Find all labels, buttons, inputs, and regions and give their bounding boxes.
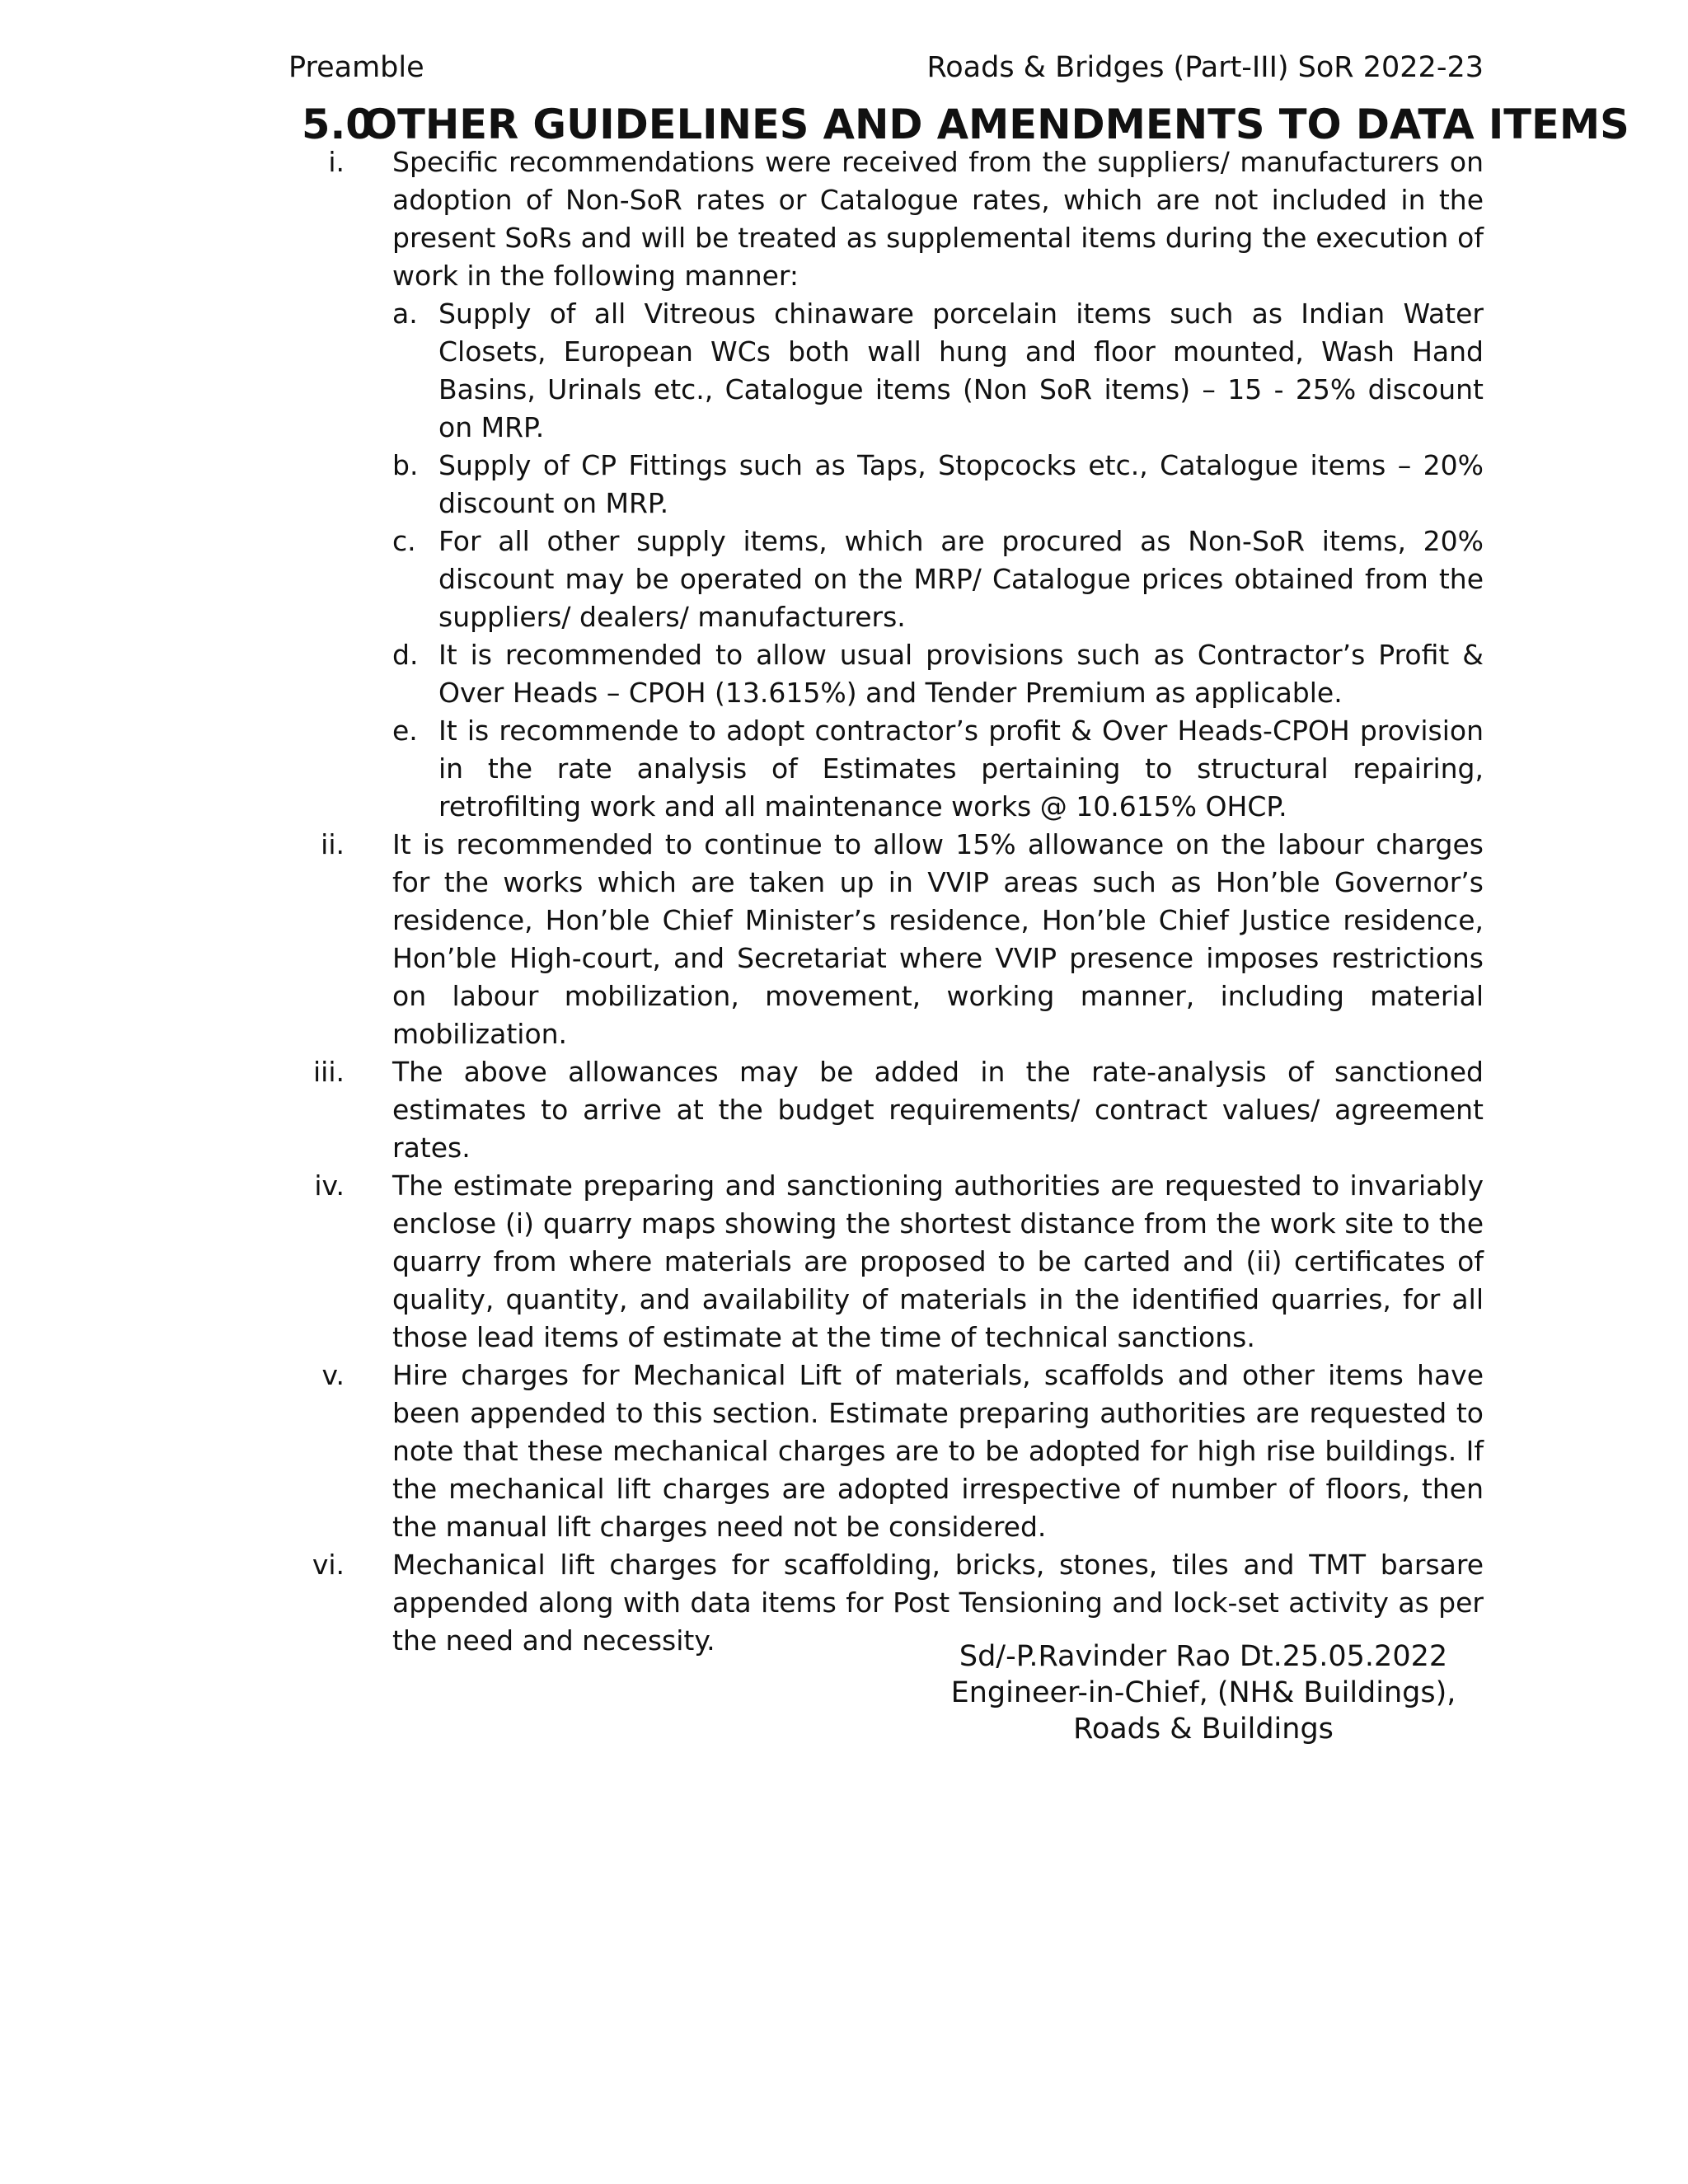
list-marker: vi. [312, 1549, 345, 1581]
section-heading [302, 101, 1629, 148]
list-marker: i. [328, 146, 345, 178]
guideline-item-i [302, 143, 1484, 826]
guideline-item-ii [302, 826, 1484, 1053]
sub-item-e [392, 712, 1484, 826]
guideline-item-v [302, 1357, 1484, 1546]
signature-name-date: Sd/-P.Ravinder Rao Dt.25.05.2022 [959, 1640, 1448, 1673]
sub-item-c [392, 523, 1484, 636]
list-marker: e. [392, 715, 418, 747]
signature-designation: Engineer-in-Chief, (NH& Buildings), [950, 1676, 1456, 1709]
page-header [288, 48, 1484, 87]
document-body [302, 101, 1629, 1660]
sub-item-text: It is recommende to adopt contractor’s profit & Over Heads-CPOH provision in the rate analysis of Estimates pertaining to structural repairing, retrofilting work and all maintenance works @ 10.615% OHCP. [438, 715, 1484, 823]
list-marker: c. [392, 525, 416, 557]
guideline-text: Specific recommendations were received from the suppliers/ manufacturers on adoption of Non-SoR rates or Catalogue rates, which are not included in the present SoRs and will be treated as supplemental items during the execution of work in the following manner: [392, 146, 1484, 292]
section-title: OTHER GUIDELINES AND AMENDMENTS TO DATA ITEMS [363, 101, 1629, 148]
guideline-item-iii [302, 1053, 1484, 1167]
guideline-text: The above allowances may be added in the rate-analysis of sanctioned estimates to arrive at the budget requirements/ contract values/ agreement rates. [392, 1056, 1484, 1164]
guideline-text: Hire charges for Mechanical Lift of materials, scaffolds and other items have been appended to this section. Estimate preparing authorities are requested to note that these mechanical charges are to be adopted for high rise buildings. If the mechanical lift charges are adopted irrespective of number of floors, then the manual lift charges need not be considered. [392, 1359, 1484, 1543]
guideline-text: Mechanical lift charges for scaffolding, bricks, stones, tiles and TMT barsare appended along with data items for Post Tensioning and lock-set activity as per the need and necessity. [392, 1549, 1484, 1657]
list-marker: b. [392, 449, 419, 481]
sub-guidelines-list [392, 295, 1484, 826]
header-left-label: Preamble [288, 51, 424, 84]
sub-item-a [392, 295, 1484, 447]
list-marker: ii. [321, 828, 345, 860]
list-marker: iv. [314, 1169, 345, 1202]
sub-item-text: Supply of CP Fittings such as Taps, Stopcocks etc., Catalogue items – 20% discount on MRP. [438, 449, 1484, 519]
guideline-item-iv [302, 1167, 1484, 1357]
sub-item-text: It is recommended to allow usual provisions such as Contractor’s Profit & Over Heads – CPOH (13.615%) and Tender Premium as applicable. [438, 639, 1484, 709]
header-right-label: Roads & Bridges (Part-III) SoR 2022-23 [926, 51, 1484, 84]
list-marker: iii. [313, 1056, 345, 1088]
sub-item-b [392, 447, 1484, 523]
list-marker: v. [321, 1359, 345, 1391]
list-marker: d. [392, 639, 419, 671]
sub-item-text: For all other supply items, which are procured as Non-SoR items, 20% discount may be operated on the MRP/ Catalogue prices obtained from the suppliers/ dealers/ manufacturers. [438, 525, 1484, 633]
guideline-text: It is recommended to continue to allow 15% allowance on the labour charges for the works which are taken up in VVIP areas such as Hon’ble Governor’s residence, Hon’ble Chief Minister’s residence, Hon’ble Chief Justice residence, Hon’ble High-court, and Secretariat where VVIP presence imposes restrictions on labour mobilization, movement, working manner, including material mobilization. [392, 828, 1484, 1050]
signature-department: Roads & Buildings [1073, 1713, 1334, 1746]
section-number: 5.0 [302, 101, 374, 148]
guidelines-list [302, 143, 1484, 1660]
guideline-text: The estimate preparing and sanctioning authorities are requested to invariably enclose (i) quarry maps showing the shortest distance from the work site to the quarry from where materials are proposed to be carted and (ii) certificates of quality, quantity, and availability of materials in the identified quarries, for all those lead items of estimate at the time of technical sanctions. [392, 1169, 1484, 1353]
signature-block [940, 1638, 1467, 1747]
sub-item-text: Supply of all Vitreous chinaware porcelain items such as Indian Water Closets, European WCs both wall hung and floor mounted, Wash Hand Basins, Urinals etc., Catalogue items (Non SoR items) – 15 - 25% discount on MRP. [438, 298, 1484, 443]
sub-item-d [392, 636, 1484, 712]
list-marker: a. [392, 298, 418, 330]
